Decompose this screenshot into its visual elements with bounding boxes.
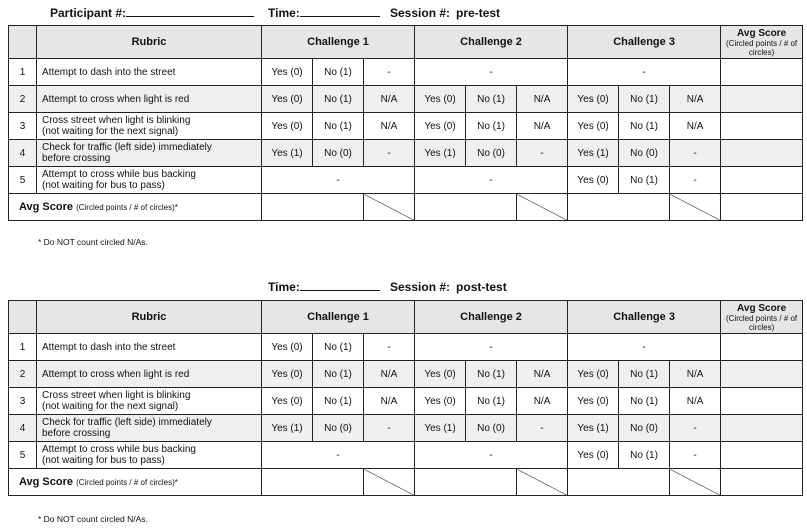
option-cell[interactable]: N/A xyxy=(364,86,415,113)
option-cell[interactable]: No (0) xyxy=(619,140,670,167)
option-cell[interactable]: No (1) xyxy=(619,86,670,113)
diagonal-cell xyxy=(670,194,721,221)
option-cell[interactable]: Yes (0) xyxy=(262,113,313,140)
merged-cell: - xyxy=(568,59,721,86)
table-row xyxy=(9,388,803,415)
rubric-line: Cross street when light is blinking xyxy=(42,390,191,401)
rubric-line: Attempt to dash into the street xyxy=(42,66,176,78)
option-cell[interactable]: Yes (1) xyxy=(568,140,619,167)
row-number: 4 xyxy=(9,140,37,167)
option-cell[interactable]: Yes (0) xyxy=(262,59,313,86)
rubric-text xyxy=(37,415,262,442)
option-cell[interactable]: - xyxy=(517,140,568,167)
challenge3-avg-cell[interactable] xyxy=(568,469,670,496)
option-cell[interactable]: Yes (1) xyxy=(262,415,313,442)
option-cell[interactable]: - xyxy=(517,415,568,442)
table-row xyxy=(9,59,803,86)
option-cell[interactable]: - xyxy=(364,415,415,442)
row-number: 1 xyxy=(9,334,37,361)
avg-score-title: Avg Score xyxy=(737,27,787,39)
option-cell[interactable]: Yes (0) xyxy=(568,86,619,113)
total-avg-cell[interactable] xyxy=(721,194,803,221)
challenge1-avg-cell[interactable] xyxy=(262,194,364,221)
time-header-2 xyxy=(268,280,380,294)
option-cell[interactable]: Yes (0) xyxy=(415,361,466,388)
rubric-text xyxy=(37,334,262,361)
option-cell[interactable]: Yes (0) xyxy=(568,361,619,388)
option-cell[interactable]: Yes (0) xyxy=(415,388,466,415)
option-cell[interactable]: Yes (1) xyxy=(568,415,619,442)
option-cell[interactable]: N/A xyxy=(670,388,721,415)
option-cell[interactable]: N/A xyxy=(670,113,721,140)
option-cell[interactable]: N/A xyxy=(517,86,568,113)
rubric-line: Attempt to cross while bus backing xyxy=(42,444,196,455)
avg-row-title: Avg Score xyxy=(19,476,74,488)
rubric-text xyxy=(37,113,262,140)
diagonal-cell xyxy=(517,469,568,496)
option-cell[interactable]: No (1) xyxy=(313,59,364,86)
diagonal-cell xyxy=(364,194,415,221)
participant-label: Participant #: xyxy=(50,6,127,20)
option-cell[interactable]: No (0) xyxy=(619,415,670,442)
avg-cell[interactable] xyxy=(721,59,803,86)
avg-cell[interactable] xyxy=(721,86,803,113)
time-header-1 xyxy=(268,6,380,20)
rubric-line: Attempt to dash into the street xyxy=(42,341,176,353)
table-row xyxy=(9,140,803,167)
avg-score-label xyxy=(9,469,262,496)
rubric-line: before crossing xyxy=(42,428,111,439)
table-row xyxy=(9,334,803,361)
option-cell[interactable]: No (1) xyxy=(466,361,517,388)
option-cell[interactable]: N/A xyxy=(670,86,721,113)
avg-score-header xyxy=(721,26,803,59)
avg-cell[interactable] xyxy=(721,361,803,388)
option-cell[interactable]: Yes (0) xyxy=(568,388,619,415)
rubric-line: Check for traffic (left side) immediately xyxy=(42,417,212,428)
challenge1-avg-cell[interactable] xyxy=(262,469,364,496)
avg-row-subtitle: (Circled points / # of circles)* xyxy=(76,478,178,487)
option-cell[interactable]: Yes (1) xyxy=(262,140,313,167)
option-cell[interactable]: No (1) xyxy=(619,388,670,415)
rubric-line: Attempt to cross when light is red xyxy=(42,93,190,105)
rubric-line: (not waiting for bus to pass) xyxy=(42,180,165,191)
option-cell[interactable]: Yes (0) xyxy=(262,361,313,388)
option-cell[interactable]: No (1) xyxy=(313,113,364,140)
time-label: Time: xyxy=(268,280,300,294)
table-row xyxy=(9,415,803,442)
avg-cell[interactable] xyxy=(721,442,803,469)
avg-cell[interactable] xyxy=(721,415,803,442)
challenge3-header: Challenge 3 xyxy=(568,26,721,59)
row-number: 4 xyxy=(9,415,37,442)
rubric-header: Rubric xyxy=(37,26,262,59)
option-cell[interactable]: N/A xyxy=(670,361,721,388)
avg-cell[interactable] xyxy=(721,140,803,167)
avg-row-title: Avg Score xyxy=(19,201,74,213)
challenge2-header: Challenge 2 xyxy=(415,26,568,59)
row-number: 2 xyxy=(9,86,37,113)
participant-blank xyxy=(126,6,254,17)
avg-cell[interactable] xyxy=(721,388,803,415)
time-blank xyxy=(300,6,380,17)
option-cell[interactable]: No (1) xyxy=(313,388,364,415)
option-cell[interactable]: Yes (0) xyxy=(568,113,619,140)
avg-score-row xyxy=(9,194,803,221)
option-cell[interactable]: No (1) xyxy=(619,113,670,140)
rubric-line: Attempt to cross when light is red xyxy=(42,368,190,380)
session-label: Session #: xyxy=(390,6,451,20)
option-cell[interactable]: - xyxy=(670,415,721,442)
participant-header xyxy=(50,6,254,20)
challenge3-avg-cell[interactable] xyxy=(568,194,670,221)
option-cell[interactable]: Yes (0) xyxy=(262,86,313,113)
rubric-text xyxy=(37,59,262,86)
merged-cell: - xyxy=(415,442,568,469)
option-cell[interactable]: No (1) xyxy=(619,361,670,388)
avg-row-subtitle: (Circled points / # of circles)* xyxy=(76,203,178,212)
footnote: * Do NOT count circled N/As. xyxy=(38,514,148,524)
option-cell[interactable]: - xyxy=(364,334,415,361)
option-cell[interactable]: Yes (0) xyxy=(568,167,619,194)
merged-cell: - xyxy=(568,334,721,361)
option-cell[interactable]: No (1) xyxy=(313,86,364,113)
option-cell[interactable]: No (1) xyxy=(466,388,517,415)
option-cell[interactable]: N/A xyxy=(364,361,415,388)
rubric-table-post xyxy=(8,300,803,496)
num-header xyxy=(9,301,37,334)
table-row xyxy=(9,86,803,113)
option-cell[interactable]: Yes (0) xyxy=(568,442,619,469)
challenge3-header: Challenge 3 xyxy=(568,301,721,334)
avg-score-row xyxy=(9,469,803,496)
challenge2-avg-cell[interactable] xyxy=(415,469,517,496)
avg-score-subtitle: (Circled points / # of circles) xyxy=(726,38,798,57)
merged-cell: - xyxy=(262,167,415,194)
row-number: 5 xyxy=(9,442,37,469)
rubric-table-pre xyxy=(8,25,803,221)
challenge2-header: Challenge 2 xyxy=(415,301,568,334)
num-header xyxy=(9,26,37,59)
rubric-text xyxy=(37,388,262,415)
option-cell[interactable]: No (0) xyxy=(313,415,364,442)
option-cell[interactable]: N/A xyxy=(364,388,415,415)
challenge1-header: Challenge 1 xyxy=(262,301,415,334)
option-cell[interactable]: Yes (0) xyxy=(415,86,466,113)
avg-cell[interactable] xyxy=(721,334,803,361)
rubric-line: (not waiting for the next signal) xyxy=(42,401,179,412)
session-header-1 xyxy=(390,6,500,20)
option-cell[interactable]: - xyxy=(670,140,721,167)
option-cell[interactable]: Yes (1) xyxy=(415,415,466,442)
avg-cell[interactable] xyxy=(721,167,803,194)
row-number: 1 xyxy=(9,59,37,86)
rubric-text xyxy=(37,167,262,194)
row-number: 2 xyxy=(9,361,37,388)
option-cell[interactable]: No (1) xyxy=(619,167,670,194)
option-cell[interactable]: No (0) xyxy=(313,140,364,167)
option-cell[interactable]: - xyxy=(364,140,415,167)
session-value: pre-test xyxy=(456,6,501,20)
rubric-line: (not waiting for bus to pass) xyxy=(42,455,165,466)
row-number: 5 xyxy=(9,167,37,194)
footnote: * Do NOT count circled N/As. xyxy=(38,237,148,247)
rubric-text xyxy=(37,361,262,388)
rubric-line: before crossing xyxy=(42,153,111,164)
row-number: 3 xyxy=(9,388,37,415)
option-cell[interactable]: No (1) xyxy=(313,361,364,388)
option-cell[interactable]: No (1) xyxy=(313,334,364,361)
avg-score-header xyxy=(721,301,803,334)
challenge1-header: Challenge 1 xyxy=(262,26,415,59)
session-label: Session #: xyxy=(390,280,451,294)
rubric-line: Check for traffic (left side) immediately xyxy=(42,142,212,153)
avg-score-subtitle: (Circled points / # of circles) xyxy=(726,313,798,332)
time-label: Time: xyxy=(268,6,300,20)
option-cell[interactable]: N/A xyxy=(517,388,568,415)
table-row xyxy=(9,167,803,194)
avg-score-label xyxy=(9,194,262,221)
diagonal-cell xyxy=(670,469,721,496)
option-cell[interactable]: N/A xyxy=(517,113,568,140)
option-cell[interactable]: No (0) xyxy=(466,140,517,167)
rubric-header: Rubric xyxy=(37,301,262,334)
avg-score-title: Avg Score xyxy=(737,302,787,314)
rubric-line: Attempt to cross while bus backing xyxy=(42,169,196,180)
option-cell[interactable]: - xyxy=(670,442,721,469)
rubric-line: Cross street when light is blinking xyxy=(42,115,191,126)
challenge2-avg-cell[interactable] xyxy=(415,194,517,221)
option-cell[interactable]: Yes (0) xyxy=(415,113,466,140)
option-cell[interactable]: - xyxy=(364,59,415,86)
option-cell[interactable]: No (0) xyxy=(466,415,517,442)
table-row xyxy=(9,361,803,388)
time-blank xyxy=(300,280,380,291)
option-cell[interactable]: - xyxy=(670,167,721,194)
option-cell[interactable]: No (1) xyxy=(619,442,670,469)
total-avg-cell[interactable] xyxy=(721,469,803,496)
merged-cell: - xyxy=(415,59,568,86)
option-cell[interactable]: No (1) xyxy=(466,113,517,140)
option-cell[interactable]: N/A xyxy=(364,113,415,140)
option-cell[interactable]: No (1) xyxy=(466,86,517,113)
rubric-line: (not waiting for the next signal) xyxy=(42,126,179,137)
merged-cell: - xyxy=(262,442,415,469)
avg-cell[interactable] xyxy=(721,113,803,140)
option-cell[interactable]: Yes (0) xyxy=(262,334,313,361)
rubric-text xyxy=(37,442,262,469)
diagonal-cell xyxy=(517,194,568,221)
merged-cell: - xyxy=(415,334,568,361)
table-row xyxy=(9,113,803,140)
row-number: 3 xyxy=(9,113,37,140)
session-header-2 xyxy=(390,280,507,294)
diagonal-cell xyxy=(364,469,415,496)
option-cell[interactable]: N/A xyxy=(517,361,568,388)
rubric-text xyxy=(37,86,262,113)
session-value: post-test xyxy=(456,280,507,294)
option-cell[interactable]: Yes (0) xyxy=(262,388,313,415)
table-row xyxy=(9,442,803,469)
option-cell[interactable]: Yes (1) xyxy=(415,140,466,167)
merged-cell: - xyxy=(415,167,568,194)
rubric-text xyxy=(37,140,262,167)
